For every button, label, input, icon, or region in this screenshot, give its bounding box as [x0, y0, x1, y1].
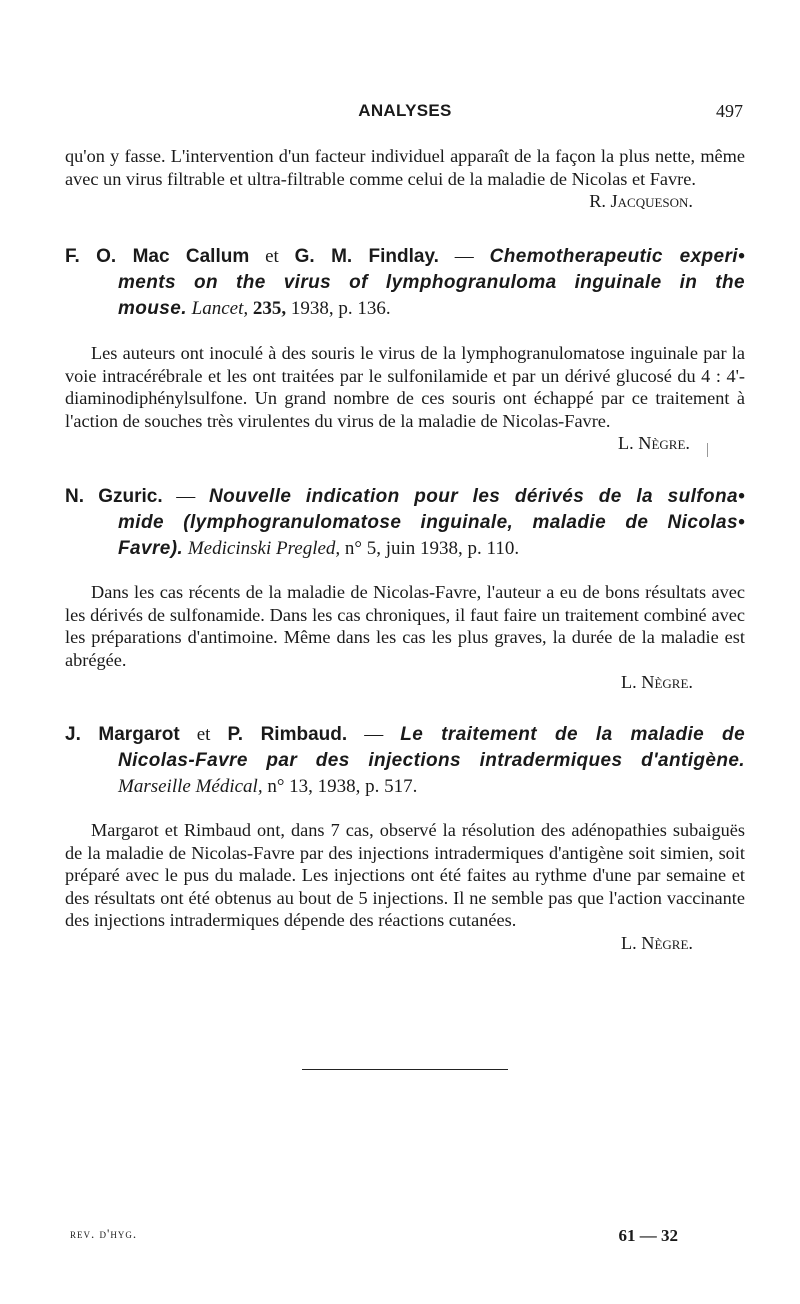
- entry-2-journal: Medicinski Pregled,: [187, 538, 341, 559]
- entry-2-title-l1: Nouvelle indication pour les dérivés de la sulfona•: [208, 486, 746, 507]
- entry-3-abstract: Margarot et Rimbaud ont, dans 7 cas, observé la résolution des adénopathies subaiguës de la maladie de Nicolas-Favre par des injections intradermiques d'antigène soit simien, soit préparé avec le pus du malade. Les injections ont été faites au rythme d'une par semaine et des résultats ont été obtenus au bout de 5 injections. Il ne semble pas que l'action vaccinante des injections intradermiques dépende des réactions cutanées.: [65, 820, 745, 931]
- page-number: 497: [716, 101, 743, 121]
- entry-1-heading: [65, 244, 745, 322]
- entry-2-abstract-block: [65, 581, 745, 694]
- entry-2-citation: n° 5, juin 1938, p. 110.: [344, 538, 520, 559]
- entry-3-conj: et: [196, 724, 211, 745]
- entry-1-author-a: F. O. Mac Callum: [65, 246, 250, 267]
- entry-2-author: N. Gzuric.: [65, 486, 163, 507]
- entry-3-title-l2: Nicolas-Favre par des injections intradermiques d'antigène.: [118, 750, 745, 771]
- continuation-body: qu'on y fasse. L'intervention d'un facteur individuel apparaît de la façon la plus nette, même avec un virus filtrable et ultra-filtrable comme celui de la maladie de Nicolas et Favre.: [65, 146, 745, 189]
- entry-3-line-2: [65, 748, 745, 774]
- entry-3-abstract-block: [65, 819, 745, 955]
- footer-journal-abbrev: rev. d'hyg.: [70, 1226, 138, 1241]
- entry-2-line-1: [65, 484, 745, 510]
- entry-2-signature: L. Nègre.: [620, 672, 693, 693]
- closing-rule: [302, 1069, 508, 1070]
- running-title: ANALYSES: [358, 101, 452, 120]
- entry-2-dash: —: [176, 486, 196, 507]
- entry-1-line-2: [65, 270, 745, 296]
- entry-2-heading: [65, 484, 745, 562]
- entry-2-title-l2: mide (lymphogranulomatose inguinale, maladie de Nicolas•: [118, 512, 745, 533]
- entry-3-journal: Marseille Médical,: [118, 776, 263, 797]
- entry-3-author-a: J. Margarot: [65, 724, 180, 745]
- entry-2-line-3: [65, 536, 745, 562]
- entry-1-conj: et: [265, 246, 279, 267]
- entry-1-abstract-block: [65, 342, 745, 455]
- continuation-text: [65, 145, 745, 212]
- entry-1-citation: 1938, p. 136.: [290, 298, 391, 319]
- entry-2-line-2: [65, 510, 745, 536]
- continuation-block: [65, 145, 745, 213]
- entry-3-dash: —: [364, 724, 384, 745]
- stray-mark: [707, 443, 708, 457]
- page-footer: [65, 1226, 745, 1248]
- entry-3-citation: n° 13, 1938, p. 517.: [267, 776, 418, 797]
- entry-1-title-l3: mouse.: [118, 298, 187, 319]
- entry-3-heading: [65, 722, 745, 800]
- entry-1-title-l1: Chemotherapeutic experi•: [489, 246, 746, 267]
- entry-1-author-b: G. M. Findlay.: [294, 246, 439, 267]
- continuation-signature: R. Jacqueson.: [589, 191, 693, 212]
- entry-3-signature: L. Nègre.: [620, 932, 693, 953]
- entry-1-dash: —: [454, 246, 474, 267]
- entry-3-line-1: [65, 722, 745, 748]
- page-header: [65, 101, 745, 129]
- entry-1-abstract-text: Les auteurs ont inoculé à des souris le virus de la lymphogranulomatose inguinale par la voie intracérébrale et les ont traitées par le sulfonilamide et par un dérivé glucosé du 4 : 4'-diaminodiphénylsulfone. Un grand nombre de ces souris ont échappé par ce traitement à l'action de souches très virulentes du virus de la maladie de Nicolas-Favre.: [65, 343, 745, 431]
- entry-1-volume: 235,: [252, 298, 287, 319]
- entry-1-journal: Lancet,: [191, 298, 249, 319]
- entry-1-title-l2: ments on the virus of lymphogranuloma inguinale in the: [118, 272, 745, 293]
- entry-1-line-3: [65, 296, 745, 322]
- entry-1-line-1: [65, 244, 745, 270]
- entry-3-line-3: [65, 774, 745, 800]
- entry-1-signature: L. Nègre.: [617, 433, 690, 454]
- entry-2-abstract: Dans les cas récents de la maladie de Nicolas-Favre, l'auteur a eu de bons résultats avec les dérivés de sulfonamide. Dans les cas chroniques, il faut faire un traitement combiné avec les préparations d'antimoine. Même dans les cas les plus graves, la durée de la maladie est abrégée.: [65, 582, 745, 670]
- entry-2-title-l3: Favre).: [118, 538, 184, 559]
- footer-signature-mark: 61 — 32: [618, 1226, 678, 1245]
- entry-3-title-l1: Le traitement de la maladie de: [400, 724, 746, 745]
- entry-3-author-b: P. Rimbaud.: [227, 724, 348, 745]
- entry-1-abstract: [65, 342, 745, 454]
